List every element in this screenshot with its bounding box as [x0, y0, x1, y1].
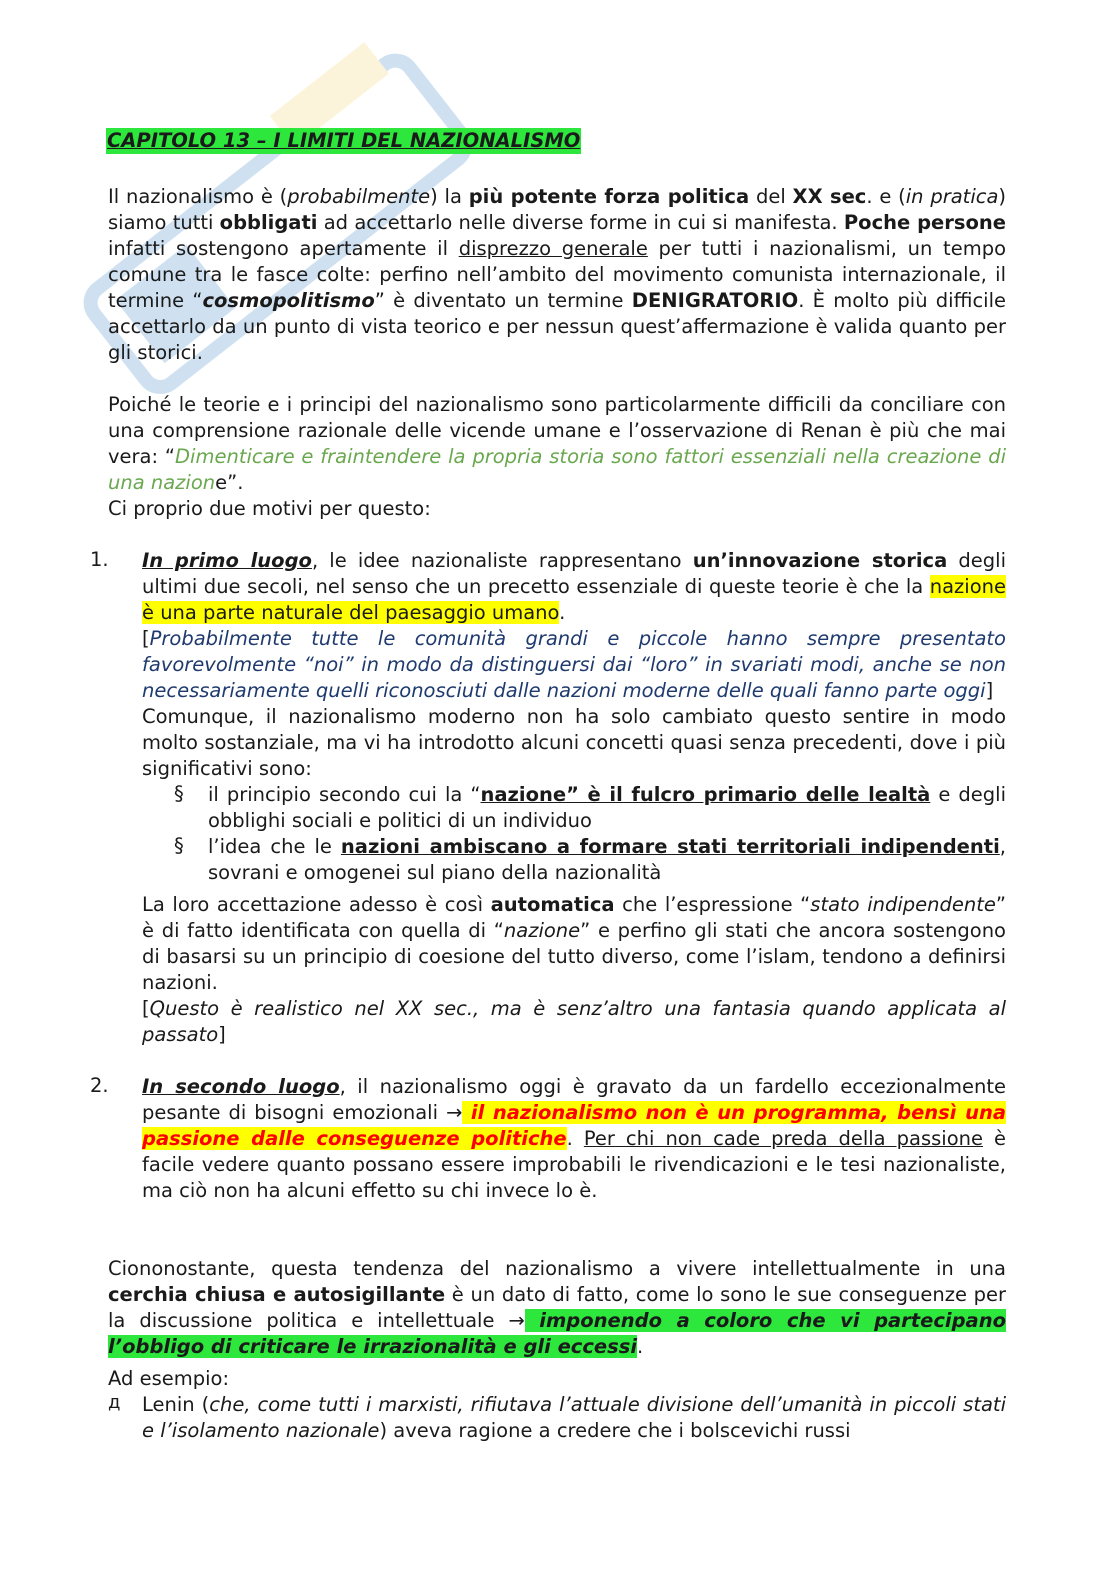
arrow-icon: → — [508, 1309, 525, 1332]
list-number: 1. — [90, 548, 109, 571]
list-item-lenin: д Lenin (che, come tutti i marxisti, rifiutava l’attuale divisione dell’umanità in piccoli stati e l’isolamento nazionale) aveva ragione a credere che i bolscevichi russi — [108, 1392, 1006, 1442]
highlight-passione: il nazionalismo non è un programma, bensì una passione dalle conseguenze politiche — [142, 1101, 1006, 1150]
highlight-nazione: nazione è una parte naturale del paesaggio umano — [142, 575, 1006, 624]
highlight-imponendo: imponendo a coloro che vi partecipano l’obbligo di criticare le irrazionalità e gli eccessi — [108, 1309, 1006, 1358]
note-realistico: [Questo è realistico nel XX sec., ma è senz’altro una fantasia quando applicata al passato] — [142, 997, 1006, 1046]
paragraph-ciononostante: Ciononostante, questa tendenza del nazionalismo a vivere intellettualmente in una cerchia chiusa e autosigillante è un dato di fatto, come lo sono le sue conseguenze per la discussione politica e intellettuale → imponendo a coloro che vi partecipano l’obbligo di criticare le irrazionalità e gli eccessi. — [108, 1257, 1007, 1358]
section-mark-icon: § — [174, 782, 184, 805]
document-page — [90, 128, 1007, 1444]
list-item-first-reason: 1. In primo luogo, le idee nazionaliste rappresentano un’innovazione storica degli ultimi due secoli, nel senso che un precetto essenziale di queste teorie è che la nazione è una parte naturale del paesaggio umano. [Probabilmente tutte le comunità grandi e piccole hanno sempre presentato favorevolmente “noi” in modo da distinguersi dai “loro” in svariati modi, anche se non necessariamente quelli riconosciuti dalle nazioni moderne delle quali fanno parte oggi] Comunque, il nazionalismo moderno non ha solo cambiato questo sentire in modo molto sostanziale, ma vi ha introdotto alcuni concetti quasi senza precedenti, dove i più significativi sono: § il principio secondo cui la “nazione” è il fulcro primario delle lealtà e degli obblighi sociali e politici di un individuo § l’idea che le nazioni ambiscano a formare stati territoriali indipendenti, sovrani e omogenei sul piano della nazionalità La loro accettazione adesso è così automatica che l’espressione “stato indipendente” è di fatto identificata con quella di “nazione” e perfino gli stati che ancora sostengono di basarsi su un principio di coesione del tutto diverso, come l’islam, tendono a definirsi nazioni. [Questo è realistico nel XX sec., ma è senz’altro una fantasia quando applicata al passato] — [90, 548, 1007, 1046]
paragraph-renan: Poiché le teorie e i principi del nazionalismo sono particolarmente difficili da conciliare con una comprensione razionale delle vicende umane e l’osservazione di Renan è più che mai vera: “Dimenticare e fraintendere la propria storia sono fattori essenziali nella creazione di una nazione”. — [108, 393, 1007, 494]
note-comunita: [Probabilmente tutte le comunità grandi e piccole hanno sempre presentato favorevolmente “noi” in modo da distinguersi dai “loro” in svariati modi, anche se non necessariamente quelli riconosciuti dalle nazioni moderne delle quali fanno parte oggi] — [142, 627, 1006, 702]
sub-item-idea: § l’idea che le nazioni ambiscano a formare stati territoriali indipendenti, sovrani e omogenei sul piano della nazionalità — [174, 834, 1006, 884]
chapter-title-line — [106, 128, 1006, 154]
chapter-title: CAPITOLO 13 – I LIMITI DEL NAZIONALISMO — [107, 129, 581, 152]
sub-item-principio: § il principio secondo cui la “nazione” è il fulcro primario delle lealtà e degli obblighi sociali e politici di un individuo — [174, 782, 1007, 832]
bullet-glyph-icon: д — [108, 1392, 121, 1413]
renan-quote: Dimenticare e fraintendere la propria storia sono fattori essenziali nella creazione di una nazion — [108, 445, 1007, 494]
list-item-second-reason: 2. In secondo luogo, il nazionalismo oggi è gravato da un fardello eccezionalmente pesante di bisogni emozionali → il nazionalismo non è un programma, bensì una passione dalle conseguenze politiche. Per chi non cade preda della passione è facile vedere quanto possano essere improbabili le rivendicazioni e le tesi nazionaliste, ma ciò non ha alcuni effetto su chi invece lo è. — [90, 1074, 1006, 1202]
paragraph-intro: Il nazionalismo è (probabilmente) la più potente forza politica del XX sec. e (in pratica) siamo tutti obbligati ad accettarlo nelle diverse forme in cui si manifesta. Poche persone infatti sostengono apertamente il disprezzo generale per tutti i nazionalismi, un tempo comune tra le fasce colte: perfino nell’ambito del movimento comunista internazionale, il termine “cosmopolitismo” è diventato un termine DENIGRATORIO. È molto più difficile accettarlo da un punto di vista teorico e per nessun quest’affermazione è valida quanto per gli storici. — [108, 185, 1007, 364]
list-number: 2. — [90, 1074, 109, 1097]
section-mark-icon: § — [174, 834, 184, 857]
paragraph-concepts: Comunque, il nazionalismo moderno non ha solo cambiato questo sentire in modo molto sostanziale, ma vi ha introdotto alcuni concetti quasi senza precedenti, dove i più significativi sono: — [142, 705, 1006, 780]
paragraph-esempio: Ad esempio: — [108, 1367, 230, 1390]
paragraph-accettazione: La loro accettazione adesso è così automatica che l’espressione “stato indipendente” è di fatto identificata con quella di “nazione” e perfino gli stati che ancora sostengono di basarsi su un principio di coesione del tutto diverso, come l’islam, tendono a definirsi nazioni. — [142, 893, 1006, 994]
paragraph-reasons: Ci proprio due motivi per questo: — [108, 497, 431, 520]
arrow-icon: → — [445, 1101, 463, 1124]
